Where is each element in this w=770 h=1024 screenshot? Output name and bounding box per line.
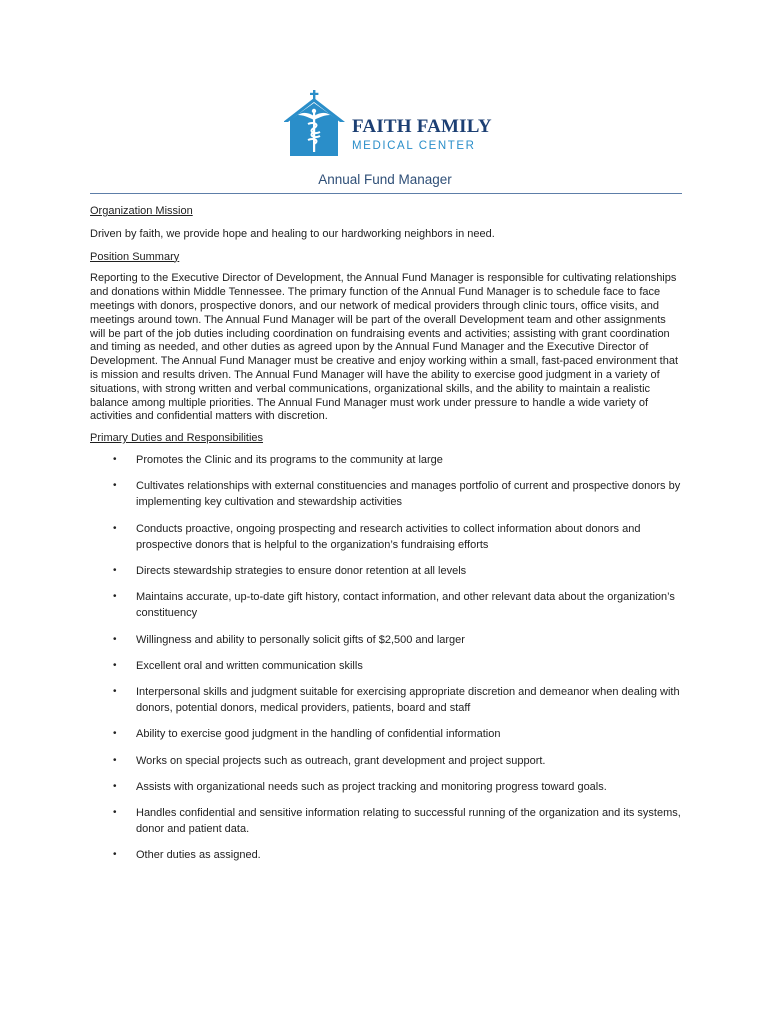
duty-item [90, 658, 684, 674]
mission-text: Driven by faith, we provide hope and healing to our hardworking neighbors in need. [90, 227, 495, 240]
summary-text: Reporting to the Executive Director of Development, the Annual Fund Manager is responsible for cultivating relationships and donations within Middle Tennessee. The primary function of the Annual Fund Manager is to schedule face to face meetings with donors, prospective donors, and our network of medical providers through clinic tours, office visits, and meetings around town. The Annual Fund Manager will be part of the overall Development team and other assignments will be part of the job duties including coordination on fundraising events and activities; assisting with grant coordination and timing as needed, and other duties as agreed upon by the Annual Fund Manager and the Executive Director of Development. The Annual Fund Manager must be creative and enjoy working within a small, fast-paced environment that is mission and results driven. The Annual Fund Manager will have the ability to exercise good judgment in a variety of situations, with strong written and verbal communications, organizational skills, and the ability to maintain a realistic balance among multiple priorities. The Annual Fund Manager must work under pressure to handle a wide variety of activities and confidential matters with discretion. [90, 272, 679, 423]
duty-text: Other duties as assigned. [136, 849, 261, 862]
duty-text: Excellent oral and written communication skills [136, 659, 363, 672]
duty-item [90, 847, 684, 863]
duty-item [90, 684, 684, 716]
bullet-icon: • [113, 728, 117, 740]
church-caduceus-icon [284, 90, 346, 158]
duty-text: Interpersonal skills and judgment suitable for exercising appropriate discretion and demeanor when dealing with donors, potential donors, medical providers, patients, board and staff [136, 685, 680, 715]
duty-item [90, 779, 684, 795]
duty-item [90, 521, 684, 553]
duty-item [90, 452, 684, 468]
duty-text: Ability to exercise good judgment in the handling of confidential information [136, 728, 501, 741]
title-divider [90, 193, 682, 194]
duty-item [90, 753, 684, 769]
bullet-icon: • [113, 564, 117, 576]
duty-item [90, 478, 684, 510]
logo [284, 90, 494, 160]
duty-item [90, 805, 684, 837]
bullet-icon: • [113, 633, 117, 645]
duty-item [90, 563, 684, 579]
duty-text: Cultivates relationships with external constituencies and manages portfolio of current and prospective donors by implementing key cultivation and stewardship activities [136, 480, 681, 509]
bullet-icon: • [113, 780, 117, 792]
logo-subtitle: MEDICAL CENTER [352, 140, 476, 152]
bullet-icon: • [113, 685, 117, 697]
duty-text: Promotes the Clinic and its programs to the community at large [136, 453, 443, 466]
bullet-icon: • [113, 453, 117, 465]
bullet-icon: • [113, 807, 117, 818]
logo-name: FAITH FAMILY [352, 116, 492, 137]
duty-text: Conducts proactive, ongoing prospecting and research activities to collect information about donors and prospective donors that is helpful to the organization’s fundraising efforts [136, 522, 641, 551]
duties-list [90, 452, 684, 864]
bullet-icon: • [113, 659, 117, 671]
duty-text: Assists with organizational needs such as project tracking and monitoring progress toward goals. [136, 780, 607, 793]
duty-text: Handles confidential and sensitive information relating to successful running of the organization and its systems, donor and patient data. [136, 807, 681, 836]
document-body [90, 205, 684, 874]
bullet-icon: • [113, 591, 117, 603]
duties-heading: Primary Duties and Responsibilities [90, 432, 264, 445]
duty-item [90, 726, 684, 742]
summary-heading: Position Summary [90, 250, 180, 263]
bullet-icon: • [113, 849, 117, 861]
duty-text: Maintains accurate, up-to-date gift history, contact information, and other relevant data about the organization’s constituency [136, 591, 675, 620]
document-title: Annual Fund Manager [318, 172, 452, 187]
duty-item [90, 632, 684, 648]
bullet-icon: • [113, 754, 117, 766]
duty-text: Works on special projects such as outreach, grant development and project support. [136, 754, 546, 767]
duty-text: Willingness and ability to personally solicit gifts of $2,500 and larger [136, 633, 465, 646]
bullet-icon: • [113, 522, 117, 534]
bullet-icon: • [113, 480, 117, 492]
duty-text: Directs stewardship strategies to ensure donor retention at all levels [136, 564, 467, 577]
duty-item [90, 589, 684, 621]
mission-heading: Organization Mission [90, 205, 193, 217]
